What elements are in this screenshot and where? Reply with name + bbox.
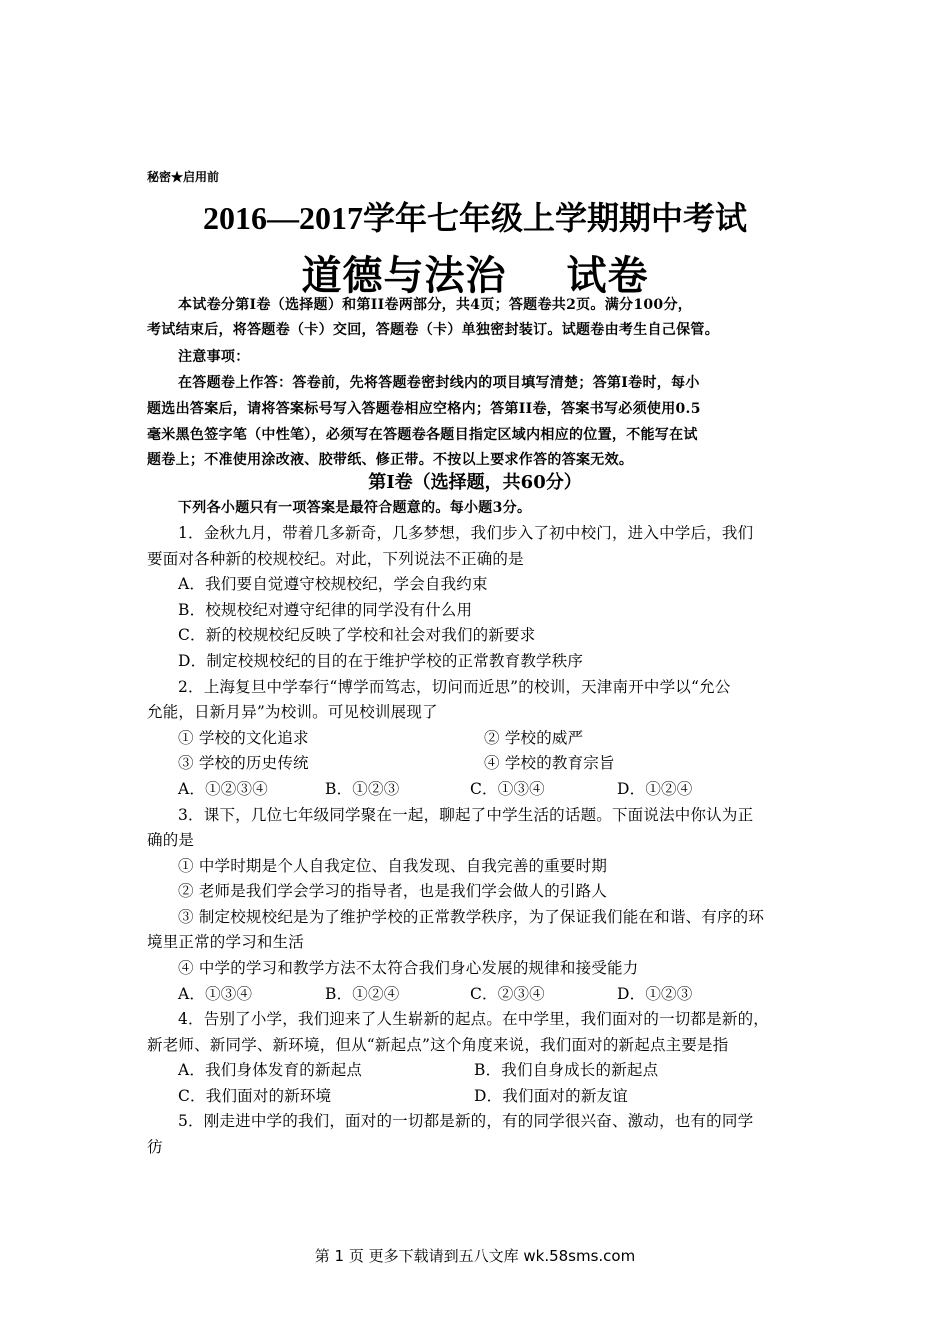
q2-item-2: ② 学校的威严 — [484, 729, 584, 747]
q3-item-4: ④ 中学的学习和教学方法不太符合我们身心发展的规律和接受能力 — [178, 959, 639, 977]
q4-option-a: A．我们身体发育的新起点 — [178, 1061, 363, 1079]
q2-option-b: B．①②③ — [325, 780, 400, 798]
notice-line-1: 在答题卷上作答：答卷前，先将答题卷密封线内的项目填写清楚；答第Ⅰ卷时，每小 — [178, 375, 700, 391]
secret-label: 秘密★启用前 — [147, 170, 220, 184]
notice-label: 注意事项： — [178, 349, 250, 365]
q1-option-c: C．新的校规校纪反映了学校和社会对我们的新要求 — [178, 626, 536, 644]
q1-stem-1: 1．金秋九月，带着几多新奇，几多梦想，我们步入了初中校门，进入中学后，我们 — [178, 524, 754, 542]
q3-item-1: ① 中学时期是个人自我定位、自我发现、自我完善的重要时期 — [178, 857, 608, 875]
q3-option-a: A．①③④ — [178, 985, 253, 1003]
section-title: 第Ⅰ卷（选择题，共60分） — [368, 472, 582, 493]
q2-option-d: D．①②④ — [617, 780, 693, 798]
page-footer: 第 1 页 更多下载请到五八文库 wk.58sms.com — [314, 1247, 636, 1265]
q4-stem-2: 新老师、新同学、新环境，但从“新起点”这个角度来说，我们面对的新起点主要是指 — [147, 1036, 729, 1054]
subject-name: 道德与法治 — [301, 252, 507, 299]
q3-stem-1: 3．课下，几位七年级同学聚在一起，聊起了中学生活的话题。下面说法中你认为正 — [178, 806, 754, 824]
q2-stem-2: 允能，日新月异”为校训。可见校训展现了 — [147, 703, 438, 721]
q3-stem-2: 确的是 — [147, 831, 195, 849]
notice-line-4: 题卷上；不准使用涂改液、胶带纸、修正带。不按以上要求作答的答案无效。 — [147, 452, 634, 468]
q3-option-b: B．①②④ — [325, 985, 400, 1003]
q1-option-d: D．制定校规校纪的目的在于维护学校的正常教育教学秩序 — [178, 652, 584, 670]
q2-option-c: C．①③④ — [470, 780, 545, 798]
q3-item-3: ③ 制定校规校纪是为了维护学校的正常教学秩序，为了保证我们能在和谐、有序的环 — [178, 908, 765, 926]
section-instruction: 下列各小题只有一项答案是最符合题意的。每小题3分。 — [178, 500, 532, 516]
notice-line-2: 题选出答案后，请将答案标号写入答题卷相应空格内；答第II卷，答案书写必须使用0.5 — [147, 401, 701, 417]
q4-option-c: C．我们面对的新环境 — [178, 1087, 332, 1105]
q2-option-a: A．①②③④ — [178, 780, 268, 798]
q2-item-3: ③ 学校的历史传统 — [178, 754, 309, 772]
q1-option-b: B．校规校纪对遵守纪律的同学没有什么用 — [178, 601, 473, 619]
subject-title — [0, 244, 950, 301]
q2-item-4: ④ 学校的教育宗旨 — [484, 754, 615, 772]
q5-stem-2: 彷 — [147, 1138, 163, 1156]
q2-item-1: ① 学校的文化追求 — [178, 729, 309, 747]
q4-option-b: B．我们自身成长的新起点 — [474, 1061, 659, 1079]
q4-option-d: D．我们面对的新友谊 — [474, 1087, 628, 1105]
exam-title: 2016—2017学年七年级上学期期中考试 — [202, 200, 747, 236]
q3-option-c: C．②③④ — [470, 985, 545, 1003]
paper-label: 试卷 — [566, 252, 649, 299]
q5-stem-1: 5．刚走进中学的我们，面对的一切都是新的，有的同学很兴奋、激动，也有的同学 — [178, 1112, 754, 1130]
q3-item-2: ② 老师是我们学会学习的指导者，也是我们学会做人的引路人 — [178, 882, 608, 900]
q2-stem-1: 2．上海复旦中学奉行“博学而笃志，切问而近思”的校训，天津南开中学以“允公 — [178, 678, 731, 696]
q3-option-d: D．①②③ — [617, 985, 693, 1003]
intro-line-1: 本试卷分第Ⅰ卷（选择题）和第II卷两部分，共4页；答题卷共2页。满分100分， — [178, 297, 693, 313]
q3-item-3-cont: 境里正常的学习和生活 — [147, 933, 305, 951]
notice-line-3: 毫米黑色签字笔（中性笔），必须写在答题卷各题目指定区域内相应的位置，不能写在试 — [147, 427, 698, 443]
q1-option-a: A．我们要自觉遵守校规校纪，学会自我约束 — [178, 575, 488, 593]
intro-line-2: 考试结束后，将答题卷（卡）交回，答题卷（卡）单独密封装订。试题卷由考生自己保管。 — [147, 322, 719, 338]
q4-stem-1: 4．告别了小学，我们迎来了人生崭新的起点。在中学里，我们面对的一切都是新的， — [178, 1010, 769, 1028]
q1-stem-2: 要面对各种新的校规校纪。对此，下列说法不正确的是 — [147, 550, 524, 568]
